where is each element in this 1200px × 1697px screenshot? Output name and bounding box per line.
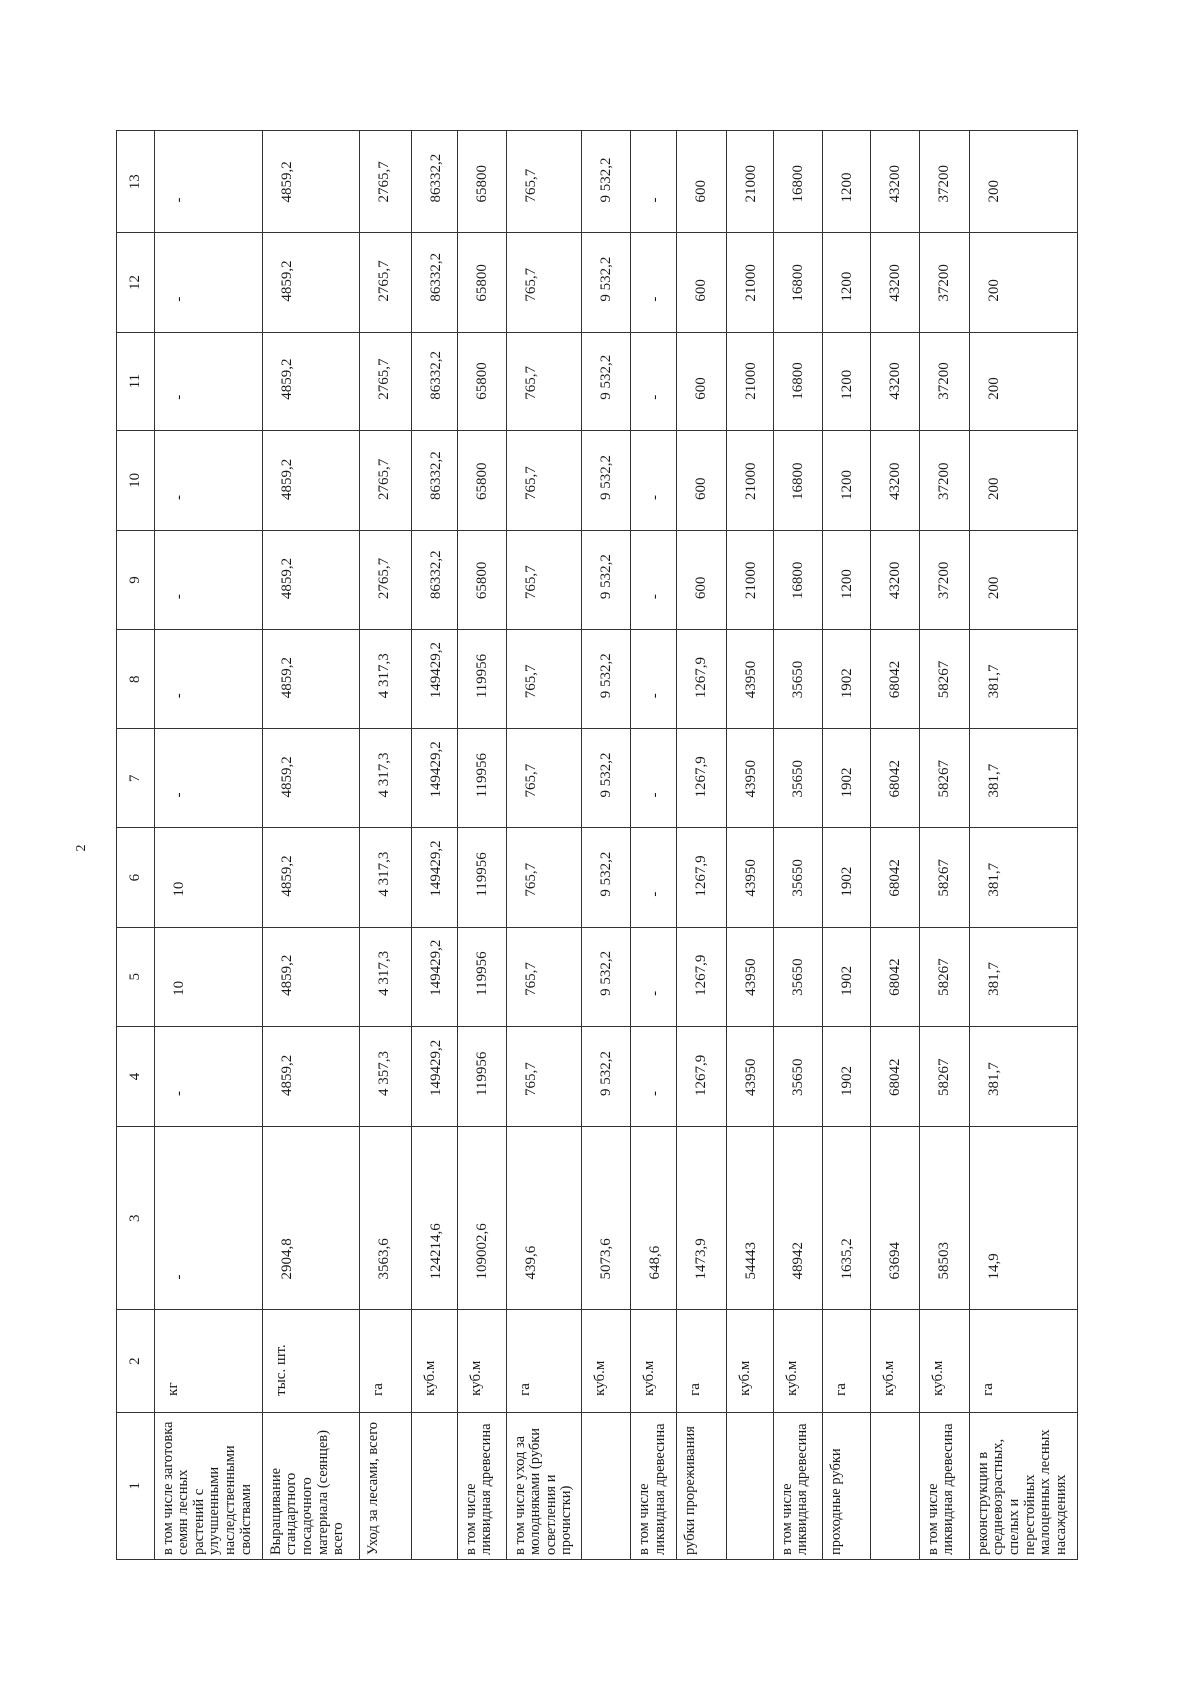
value-cell: 9 532,2 bbox=[582, 630, 631, 729]
value-cell: 149429,2 bbox=[411, 729, 457, 828]
value-cell: - bbox=[631, 131, 677, 233]
column-number: 12 bbox=[117, 233, 155, 332]
value-cell: 200 bbox=[969, 233, 1077, 332]
row-name-cell: в том числе ликвидная древесина bbox=[773, 1412, 822, 1559]
value-cell: 1902 bbox=[822, 1026, 870, 1126]
value-cell: 43950 bbox=[726, 927, 773, 1026]
value-cell: 765,7 bbox=[506, 1026, 582, 1126]
column-number-row bbox=[117, 131, 155, 1560]
value-cell: 65800 bbox=[457, 332, 506, 430]
unit-cell: куб.м bbox=[411, 1310, 457, 1412]
value-cell: 58267 bbox=[919, 1026, 969, 1126]
row-name-cell bbox=[411, 1412, 457, 1559]
value-cell: 4859,2 bbox=[262, 131, 359, 233]
unit-cell: га bbox=[359, 1310, 411, 1412]
value-cell: 1200 bbox=[822, 332, 870, 430]
value-cell: 2765,7 bbox=[359, 332, 411, 430]
table-row bbox=[676, 131, 726, 1560]
value-cell: 43950 bbox=[726, 828, 773, 927]
value-cell: 200 bbox=[969, 131, 1077, 233]
value-cell: 4 357,3 bbox=[359, 1026, 411, 1126]
value-cell: 200 bbox=[969, 530, 1077, 629]
value-cell: 600 bbox=[676, 131, 726, 233]
value-cell: 9 532,2 bbox=[582, 233, 631, 332]
value-cell: 9 532,2 bbox=[582, 131, 631, 233]
table-row bbox=[726, 131, 773, 1560]
value-cell: 43200 bbox=[870, 530, 919, 629]
value-cell: 16800 bbox=[773, 332, 822, 430]
value-cell: 765,7 bbox=[506, 729, 582, 828]
value-cell: 21000 bbox=[726, 233, 773, 332]
value-cell: 765,7 bbox=[506, 430, 582, 530]
value-cell: 4859,2 bbox=[262, 332, 359, 430]
value-cell: 21000 bbox=[726, 530, 773, 629]
value-cell: 9 532,2 bbox=[582, 927, 631, 1026]
value-cell: 86332,2 bbox=[411, 233, 457, 332]
value-cell: 9 532,2 bbox=[582, 332, 631, 430]
column-number: 1 bbox=[117, 1412, 155, 1559]
value-cell: 58267 bbox=[919, 927, 969, 1026]
value-cell: 43950 bbox=[726, 1026, 773, 1126]
value-cell: 4859,2 bbox=[262, 927, 359, 1026]
table-row bbox=[822, 131, 870, 1560]
unit-cell: куб.м bbox=[582, 1310, 631, 1412]
value-cell: - bbox=[631, 233, 677, 332]
value-cell: 4859,2 bbox=[262, 530, 359, 629]
value-cell: 35650 bbox=[773, 1026, 822, 1126]
value-cell: 381,7 bbox=[969, 1026, 1077, 1126]
value-cell: 600 bbox=[676, 332, 726, 430]
column-number: 6 bbox=[117, 828, 155, 927]
value-cell: - bbox=[631, 430, 677, 530]
value-cell: 149429,2 bbox=[411, 630, 457, 729]
row-name-cell: реконструкции в средневозрастных, спелых и перестойных малоценных лесных насаждениях bbox=[969, 1412, 1077, 1559]
value-cell: 43950 bbox=[726, 729, 773, 828]
row-name-cell: в том числе заготовка семян лесных растений с улучшенными наследственными свойствами bbox=[154, 1412, 262, 1559]
value-cell: - bbox=[154, 332, 262, 430]
value-cell: 68042 bbox=[870, 927, 919, 1026]
unit-cell: тыс. шт. bbox=[262, 1310, 359, 1412]
value-cell: 16800 bbox=[773, 430, 822, 530]
value-cell: 43200 bbox=[870, 430, 919, 530]
value-cell: - bbox=[631, 828, 677, 927]
unit-cell: га bbox=[822, 1310, 870, 1412]
value-cell: 16800 bbox=[773, 233, 822, 332]
value-cell: 381,7 bbox=[969, 630, 1077, 729]
unit-cell: куб.м bbox=[457, 1310, 506, 1412]
forestry-data-table bbox=[116, 130, 1078, 1560]
value-cell: 9 532,2 bbox=[582, 1026, 631, 1126]
table-body bbox=[117, 131, 1078, 1560]
value-cell: - bbox=[631, 729, 677, 828]
value-cell: 381,7 bbox=[969, 729, 1077, 828]
column-number: 7 bbox=[117, 729, 155, 828]
value-cell: 1200 bbox=[822, 530, 870, 629]
value-cell: 35650 bbox=[773, 729, 822, 828]
column-number: 2 bbox=[117, 1310, 155, 1412]
value-cell: 63694 bbox=[870, 1127, 919, 1310]
value-cell: 765,7 bbox=[506, 530, 582, 629]
unit-cell: га bbox=[676, 1310, 726, 1412]
value-cell: 439,6 bbox=[506, 1127, 582, 1310]
row-name-cell bbox=[870, 1412, 919, 1559]
value-cell: 124214,6 bbox=[411, 1127, 457, 1310]
value-cell: 43200 bbox=[870, 131, 919, 233]
column-number: 11 bbox=[117, 332, 155, 430]
table-row bbox=[506, 131, 582, 1560]
value-cell: 600 bbox=[676, 233, 726, 332]
value-cell: 16800 bbox=[773, 530, 822, 629]
value-cell: 381,7 bbox=[969, 927, 1077, 1026]
row-name-cell bbox=[582, 1412, 631, 1559]
value-cell: 1902 bbox=[822, 828, 870, 927]
value-cell: - bbox=[631, 927, 677, 1026]
value-cell: 68042 bbox=[870, 1026, 919, 1126]
value-cell: 37200 bbox=[919, 131, 969, 233]
value-cell: 600 bbox=[676, 530, 726, 629]
value-cell: 1902 bbox=[822, 630, 870, 729]
value-cell: 3563,6 bbox=[359, 1127, 411, 1310]
value-cell: 37200 bbox=[919, 332, 969, 430]
value-cell: 1267,9 bbox=[676, 729, 726, 828]
value-cell: 68042 bbox=[870, 828, 919, 927]
row-name-cell: рубки прореживания bbox=[676, 1412, 726, 1559]
value-cell: 43200 bbox=[870, 233, 919, 332]
value-cell: 1267,9 bbox=[676, 828, 726, 927]
value-cell: - bbox=[154, 1026, 262, 1126]
value-cell: 4 317,3 bbox=[359, 630, 411, 729]
value-cell: - bbox=[631, 630, 677, 729]
value-cell: 65800 bbox=[457, 530, 506, 629]
value-cell: 2765,7 bbox=[359, 530, 411, 629]
value-cell: 4 317,3 bbox=[359, 729, 411, 828]
value-cell: 2765,7 bbox=[359, 233, 411, 332]
value-cell: 765,7 bbox=[506, 927, 582, 1026]
row-name-cell bbox=[726, 1412, 773, 1559]
value-cell: - bbox=[631, 1026, 677, 1126]
unit-cell: га bbox=[969, 1310, 1077, 1412]
value-cell: 1200 bbox=[822, 131, 870, 233]
value-cell: 109002,6 bbox=[457, 1127, 506, 1310]
value-cell: 4 317,3 bbox=[359, 927, 411, 1026]
column-number: 3 bbox=[117, 1127, 155, 1310]
value-cell: 9 532,2 bbox=[582, 430, 631, 530]
value-cell: 58267 bbox=[919, 630, 969, 729]
value-cell: 765,7 bbox=[506, 332, 582, 430]
value-cell: 21000 bbox=[726, 131, 773, 233]
value-cell: 68042 bbox=[870, 630, 919, 729]
value-cell: 119956 bbox=[457, 828, 506, 927]
value-cell: 381,7 bbox=[969, 828, 1077, 927]
value-cell: 86332,2 bbox=[411, 332, 457, 430]
table-row bbox=[411, 131, 457, 1560]
value-cell: - bbox=[631, 530, 677, 629]
row-name-cell: Уход за лесами, всего bbox=[359, 1412, 411, 1559]
unit-cell: кг bbox=[154, 1310, 262, 1412]
value-cell: 4859,2 bbox=[262, 430, 359, 530]
table-row bbox=[919, 131, 969, 1560]
unit-cell: га bbox=[506, 1310, 582, 1412]
value-cell: 648,6 bbox=[631, 1127, 677, 1310]
value-cell: 58503 bbox=[919, 1127, 969, 1310]
column-number: 4 bbox=[117, 1026, 155, 1126]
value-cell: 5073,6 bbox=[582, 1127, 631, 1310]
value-cell: 43950 bbox=[726, 630, 773, 729]
value-cell: 765,7 bbox=[506, 630, 582, 729]
rotated-table-container bbox=[116, 130, 1078, 1560]
value-cell: 58267 bbox=[919, 828, 969, 927]
table-row bbox=[969, 131, 1077, 1560]
value-cell: 2765,7 bbox=[359, 131, 411, 233]
value-cell: 600 bbox=[676, 430, 726, 530]
value-cell: 1200 bbox=[822, 430, 870, 530]
value-cell: 149429,2 bbox=[411, 828, 457, 927]
value-cell: 765,7 bbox=[506, 828, 582, 927]
value-cell: 4859,2 bbox=[262, 233, 359, 332]
value-cell: 86332,2 bbox=[411, 430, 457, 530]
value-cell: 16800 bbox=[773, 131, 822, 233]
value-cell: 1200 bbox=[822, 233, 870, 332]
column-number: 8 bbox=[117, 630, 155, 729]
page-number: 2 bbox=[74, 844, 89, 852]
table-row bbox=[262, 131, 359, 1560]
value-cell: 65800 bbox=[457, 233, 506, 332]
value-cell: 119956 bbox=[457, 729, 506, 828]
value-cell: 200 bbox=[969, 430, 1077, 530]
value-cell: 54443 bbox=[726, 1127, 773, 1310]
row-name-cell: в том числе уход за молодняками (рубки осветления и прочистки) bbox=[506, 1412, 582, 1559]
value-cell: 2904,8 bbox=[262, 1127, 359, 1310]
value-cell: 1267,9 bbox=[676, 927, 726, 1026]
unit-cell: куб.м bbox=[631, 1310, 677, 1412]
value-cell: - bbox=[154, 233, 262, 332]
value-cell: 65800 bbox=[457, 430, 506, 530]
value-cell: 1635,2 bbox=[822, 1127, 870, 1310]
value-cell: 86332,2 bbox=[411, 131, 457, 233]
table-row bbox=[870, 131, 919, 1560]
value-cell: 4859,2 bbox=[262, 1026, 359, 1126]
value-cell: 68042 bbox=[870, 729, 919, 828]
row-name-cell: в том числе ликвидная древесина bbox=[457, 1412, 506, 1559]
value-cell: 10 bbox=[154, 927, 262, 1026]
unit-cell: куб.м bbox=[919, 1310, 969, 1412]
value-cell: 35650 bbox=[773, 828, 822, 927]
unit-cell: куб.м bbox=[870, 1310, 919, 1412]
table-row bbox=[359, 131, 411, 1560]
value-cell: 14,9 bbox=[969, 1127, 1077, 1310]
value-cell: - bbox=[154, 430, 262, 530]
value-cell: 119956 bbox=[457, 1026, 506, 1126]
value-cell: 37200 bbox=[919, 530, 969, 629]
value-cell: 65800 bbox=[457, 131, 506, 233]
value-cell: 10 bbox=[154, 828, 262, 927]
value-cell: 4859,2 bbox=[262, 630, 359, 729]
table-row bbox=[154, 131, 262, 1560]
value-cell: - bbox=[154, 1127, 262, 1310]
value-cell: 1902 bbox=[822, 927, 870, 1026]
row-name-cell: в том числе ликвидная древесина bbox=[631, 1412, 677, 1559]
value-cell: 9 532,2 bbox=[582, 530, 631, 629]
value-cell: - bbox=[631, 332, 677, 430]
unit-cell: куб.м bbox=[726, 1310, 773, 1412]
unit-cell: куб.м bbox=[773, 1310, 822, 1412]
table-row bbox=[457, 131, 506, 1560]
value-cell: 119956 bbox=[457, 630, 506, 729]
row-name-cell: Выращивание стандартного посадочного материала (сеянцев) всего bbox=[262, 1412, 359, 1559]
column-number: 9 bbox=[117, 530, 155, 629]
value-cell: 35650 bbox=[773, 630, 822, 729]
value-cell: 86332,2 bbox=[411, 530, 457, 629]
column-number: 5 bbox=[117, 927, 155, 1026]
value-cell: 21000 bbox=[726, 332, 773, 430]
value-cell: 1267,9 bbox=[676, 1026, 726, 1126]
value-cell: 765,7 bbox=[506, 233, 582, 332]
value-cell: 119956 bbox=[457, 927, 506, 1026]
value-cell: 1473,9 bbox=[676, 1127, 726, 1310]
value-cell: 4859,2 bbox=[262, 828, 359, 927]
value-cell: - bbox=[154, 131, 262, 233]
value-cell: 4859,2 bbox=[262, 729, 359, 828]
value-cell: 43200 bbox=[870, 332, 919, 430]
column-number: 10 bbox=[117, 430, 155, 530]
value-cell: 21000 bbox=[726, 430, 773, 530]
value-cell: 9 532,2 bbox=[582, 729, 631, 828]
row-name-cell: в том числе ликвидная древесина bbox=[919, 1412, 969, 1559]
value-cell: 765,7 bbox=[506, 131, 582, 233]
value-cell: 149429,2 bbox=[411, 927, 457, 1026]
value-cell: - bbox=[154, 530, 262, 629]
value-cell: 4 317,3 bbox=[359, 828, 411, 927]
row-name-cell: проходные рубки bbox=[822, 1412, 870, 1559]
table-row bbox=[773, 131, 822, 1560]
table-row bbox=[582, 131, 631, 1560]
value-cell: 48942 bbox=[773, 1127, 822, 1310]
value-cell: 200 bbox=[969, 332, 1077, 430]
value-cell: 2765,7 bbox=[359, 430, 411, 530]
value-cell: 37200 bbox=[919, 233, 969, 332]
value-cell: - bbox=[154, 630, 262, 729]
value-cell: 9 532,2 bbox=[582, 828, 631, 927]
value-cell: 37200 bbox=[919, 430, 969, 530]
value-cell: - bbox=[154, 729, 262, 828]
column-number: 13 bbox=[117, 131, 155, 233]
value-cell: 1902 bbox=[822, 729, 870, 828]
value-cell: 149429,2 bbox=[411, 1026, 457, 1126]
table-row bbox=[631, 131, 677, 1560]
value-cell: 58267 bbox=[919, 729, 969, 828]
value-cell: 1267,9 bbox=[676, 630, 726, 729]
value-cell: 35650 bbox=[773, 927, 822, 1026]
